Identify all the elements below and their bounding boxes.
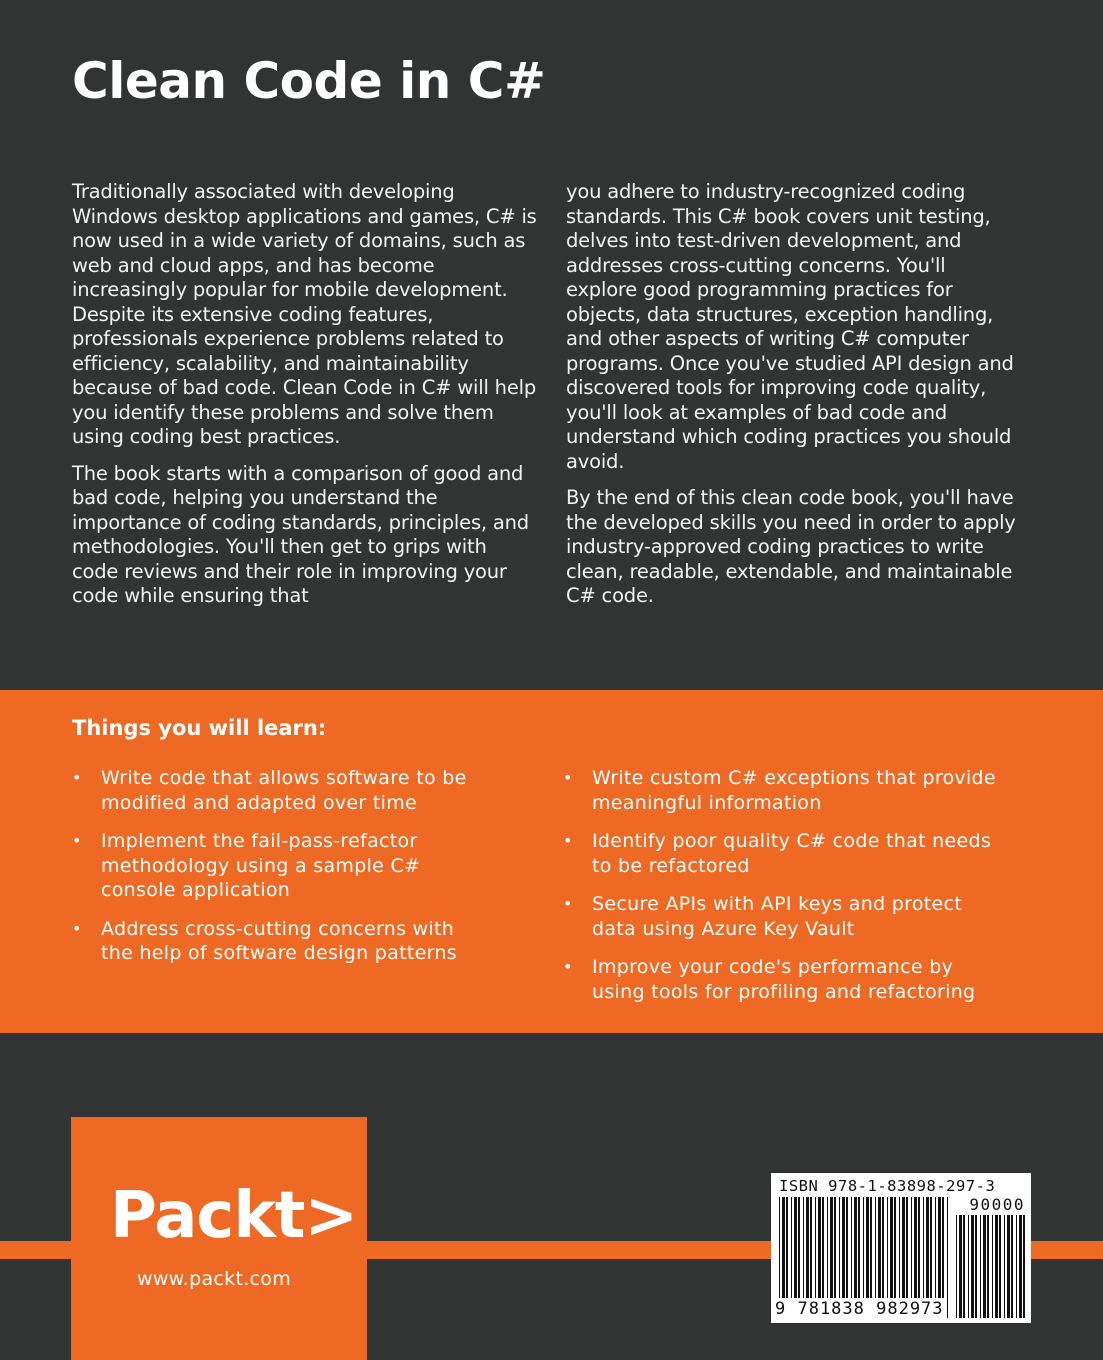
learn-heading: Things you will learn: <box>72 716 327 740</box>
learn-item-text: Address cross-cutting concerns with the help of software design patterns <box>101 917 457 964</box>
bullet-icon: • <box>563 894 573 913</box>
barcode-bar <box>1011 1215 1013 1318</box>
learn-item <box>72 917 472 966</box>
bullet-icon: • <box>72 831 82 850</box>
barcode-bar <box>971 1215 974 1318</box>
isbn-label: ISBN 978-1-83898-297-3 <box>779 1177 996 1195</box>
barcode-bar <box>959 1215 962 1318</box>
barcode-bar <box>1004 1215 1005 1318</box>
barcode-bar <box>1023 1215 1025 1318</box>
isbn-addon: 90000 <box>969 1195 1025 1214</box>
book-title: Clean Code in C# <box>72 52 546 110</box>
learn-item <box>72 766 472 815</box>
description-left-column <box>72 180 537 621</box>
description-paragraph: you adhere to industry-recognized coding standards. This C# book covers unit testing, delves into test-driven development, and addresses cross-cutting concerns. You'll explore good programming practices for objects, data structures, exception handling, and other aspects of writing C# computer programs. Once you've studied API design and discovered tools for improving code quality, you'll look at examples of bad code and understand which coding practices you should avoid. <box>566 180 1014 473</box>
barcode-bar <box>968 1215 969 1318</box>
barcode-bar <box>992 1215 993 1318</box>
learn-item-text: Improve your code's performance by using tools for profiling and refactoring <box>592 956 976 1003</box>
barcode-bar <box>975 1215 977 1318</box>
bullet-icon: • <box>563 831 573 850</box>
barcode-bar <box>987 1215 989 1318</box>
learn-item-text: Implement the fail-pass-refactor methodology using a sample C# console application <box>101 830 421 901</box>
learn-item <box>563 955 1003 1004</box>
isbn-barcode <box>771 1173 1031 1323</box>
barcode-number: 9 781838 982973 <box>775 1299 944 1319</box>
packt-logo: Packt> <box>110 1179 358 1253</box>
learn-list-left <box>72 766 472 980</box>
bullet-icon: • <box>563 957 573 976</box>
barcode-bar <box>1007 1215 1010 1318</box>
learn-item <box>563 829 1003 878</box>
description-right-column <box>566 180 1016 621</box>
description-paragraph: By the end of this clean code book, you'll have the developed skills you need in order to apply industry-approved coding practices to write clean, readable, extendable, and maintainable C# code. <box>566 486 1016 607</box>
learn-item <box>72 829 472 903</box>
learn-item-text: Write code that allows software to be modified and adapted over time <box>101 767 467 814</box>
barcode-bar <box>983 1215 986 1318</box>
barcode-bar <box>995 1215 998 1318</box>
learn-list-right <box>563 766 1003 1018</box>
barcode-bar <box>956 1215 957 1318</box>
barcode-bar <box>947 1197 948 1318</box>
learn-item-text: Write custom C# exceptions that provide meaningful information <box>592 767 996 814</box>
barcode-bar <box>999 1215 1001 1318</box>
barcode-bar <box>980 1215 981 1318</box>
learn-item <box>563 892 1003 941</box>
learn-item-text: Secure APIs with API keys and protect data using Azure Key Vault <box>592 893 963 940</box>
description-paragraph: Traditionally associated with developing Windows desktop applications and games, C# is now used in a wide variety of domains, such as web and cloud apps, and has become increasingly popular for mobile development. Despite its extensive coding features, professionals experience problems related to efficiency, scalability, and maintainability because of bad code. Clean Code in C# will help you identify these problems and solve them using coding best practices. <box>72 180 537 448</box>
bullet-icon: • <box>563 768 573 787</box>
barcode-bar <box>1016 1215 1017 1318</box>
publisher-url: www.packt.com <box>137 1268 292 1290</box>
learn-item-text: Identify poor quality C# code that needs to be refactored <box>592 830 992 877</box>
barcode-bar <box>963 1215 965 1318</box>
learn-item <box>563 766 1003 815</box>
barcode-bar <box>1019 1215 1022 1318</box>
bullet-icon: • <box>72 918 82 938</box>
description-paragraph: The book starts with a comparison of good and bad code, helping you understand the importance of coding standards, principles, and methodologies. You'll then get to grips with code reviews and their role in improving your code while ensuring that <box>72 461 529 607</box>
bullet-icon: • <box>72 768 82 787</box>
